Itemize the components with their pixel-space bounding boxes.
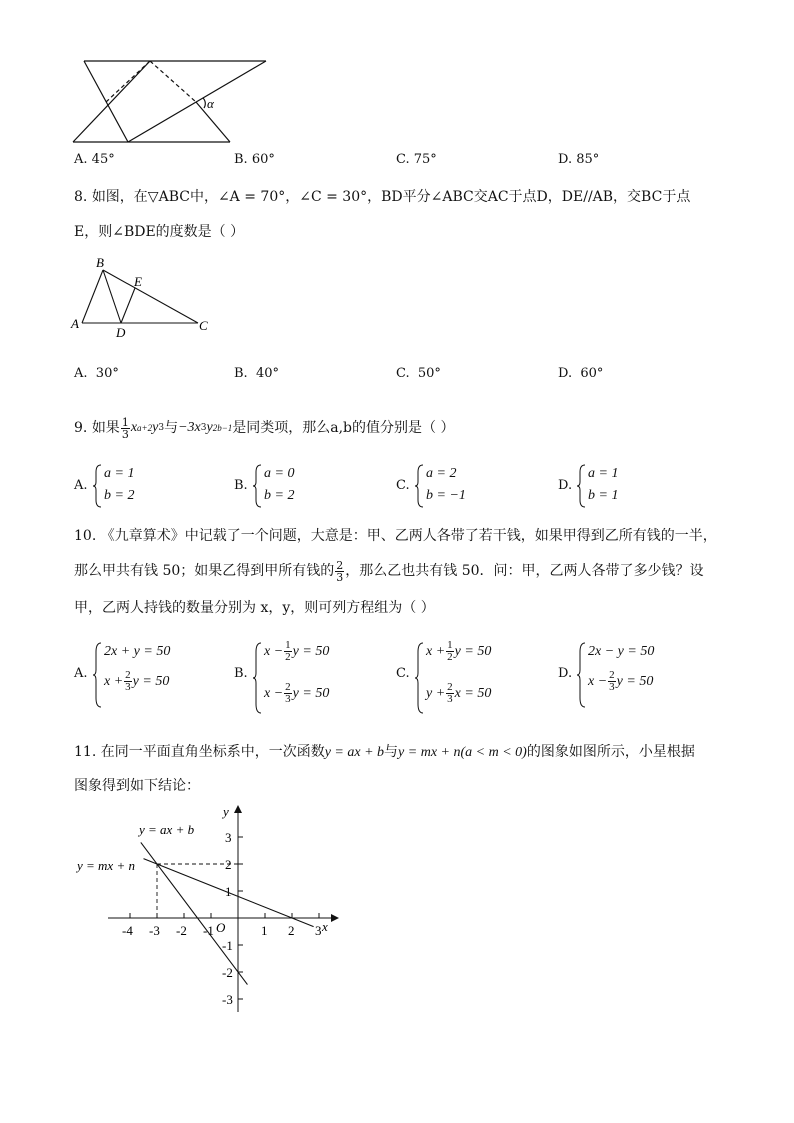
y-tick-label: -3 xyxy=(222,992,233,1007)
q8-label-d: D xyxy=(116,325,126,340)
q8-stem-line2: E，则∠BDE的度数是（ ） xyxy=(74,224,245,240)
q7-alpha-label: α xyxy=(207,96,214,111)
q7-figure xyxy=(70,58,270,148)
x-tick-label: -4 xyxy=(122,923,133,938)
x-tick-label: -1 xyxy=(203,923,214,938)
x-tick-label: -3 xyxy=(149,923,160,938)
q9-stem: 9. 如果 $\frac{1}{3}$ x a+2 y 3 与 −3x 3 y 2b−1 是同类项，那么a,b的值分别是（ ） xyxy=(74,415,455,441)
y-tick-label: 1 xyxy=(225,884,232,899)
q8-number: 8. xyxy=(74,189,88,205)
q9-option-d[interactable]: D. a = 1 b = 1 xyxy=(558,464,668,508)
q11-graph xyxy=(70,800,360,1020)
q10-fraction: $\frac{2}{3}$ xyxy=(336,558,344,584)
q10-option-d[interactable]: D. 2x − y = 50 x − $\frac{2}{3}$ y = 50 xyxy=(558,640,698,710)
q8-label-e: E xyxy=(134,274,142,289)
y-tick-label: -2 xyxy=(222,965,233,980)
q7-option-a[interactable]: A. 45° xyxy=(74,152,115,167)
q8-label-b: B xyxy=(96,255,104,270)
q8-de xyxy=(121,288,135,323)
q8-option-b[interactable]: B. 40° xyxy=(234,366,279,381)
y-tick-label: 3 xyxy=(225,830,232,845)
q9-fraction: $\frac{1}{3}$ xyxy=(121,415,129,441)
q7-dashed-2 xyxy=(150,61,196,102)
x-tick-label: 3 xyxy=(315,923,322,938)
q10-option-c[interactable]: C. x + $\frac{1}{2}$ y = 50 y + $\frac{2}{3}$ x = 50 xyxy=(396,640,536,716)
x-tick-label: -2 xyxy=(176,923,187,938)
q7-long-diag xyxy=(128,61,266,142)
q9-option-a[interactable]: A. a = 1 b = 2 xyxy=(74,464,184,508)
q7-option-b[interactable]: B. 60° xyxy=(234,152,275,167)
y-tick-label: 2 xyxy=(225,857,232,872)
q11-y-label: y xyxy=(223,804,229,819)
q10-number: 10. xyxy=(74,528,97,544)
q8-option-a[interactable]: A. 30° xyxy=(74,366,119,381)
q10-option-a[interactable]: A. 2x + y = 50 x + $\frac{2}{3}$ y = 50 xyxy=(74,640,214,710)
q8-figure xyxy=(70,255,220,340)
q7-angle-arc xyxy=(203,98,205,108)
q8-bc xyxy=(103,270,198,323)
q11-stem-line1: 11. 在同一平面直角坐标系中，一次函数y = ax + b与y = mx + n(a < m < 0)的图象如图所示，小星根据 xyxy=(74,744,695,760)
q11-stem-line2: 图象得到如下结论： xyxy=(74,778,200,794)
q8-option-c[interactable]: C. 50° xyxy=(396,366,441,381)
q8-label-a: A xyxy=(71,316,79,331)
q7-option-c[interactable]: C. 75° xyxy=(396,152,437,167)
q11-line2-label: y = mx + n xyxy=(77,858,135,873)
q7-dashed-1 xyxy=(106,61,150,102)
q9-option-b[interactable]: B. a = 0 b = 2 xyxy=(234,464,344,508)
q11-x-label: x xyxy=(322,919,328,934)
q11-number: 11. xyxy=(74,744,97,760)
q10-stem-line2: 那么甲共有钱 50；如果乙得到甲所有钱的 $\frac{2}{3}$ ，那么乙也共有钱 50．问：甲，乙两人各带了多少钱？设 xyxy=(74,558,704,584)
q10-stem-line1: 10. 《九章算术》中记载了一个问题，大意是：甲、乙两人各带了若干钱，如果甲得到乙所有钱的一半， xyxy=(74,528,717,544)
q10-option-b[interactable]: B. x − $\frac{1}{2}$ y = 50 x − $\frac{2}{3}$ y = 50 xyxy=(234,640,374,716)
q7-option-d[interactable]: D. 85° xyxy=(558,152,600,167)
x-tick-label: 2 xyxy=(288,923,295,938)
q7-bottom-left-diag xyxy=(73,61,150,142)
q9-number: 9. xyxy=(74,420,88,436)
q11-line1-label: y = ax + b xyxy=(139,822,195,837)
x-tick-label: 1 xyxy=(261,923,268,938)
q8-label-c: C xyxy=(199,318,208,333)
q9-option-c[interactable]: C. a = 2 b = −1 xyxy=(396,464,516,508)
q8-text-line1: 如图，在▽ABC中，∠A = 70°，∠C = 30°，BD平分∠ABC交AC于点D，DE//AB，交BC于点 xyxy=(91,189,691,205)
q8-stem-line1 xyxy=(74,187,690,207)
y-tick-label: -1 xyxy=(222,938,233,953)
q8-option-d[interactable]: D. 60° xyxy=(558,366,604,381)
q10-stem-line3: 甲，乙两人持钱的数量分别为 x，y，则可列方程组为（ ） xyxy=(74,600,435,616)
q8-ab xyxy=(82,270,103,323)
q11-origin-label: O xyxy=(216,920,226,935)
